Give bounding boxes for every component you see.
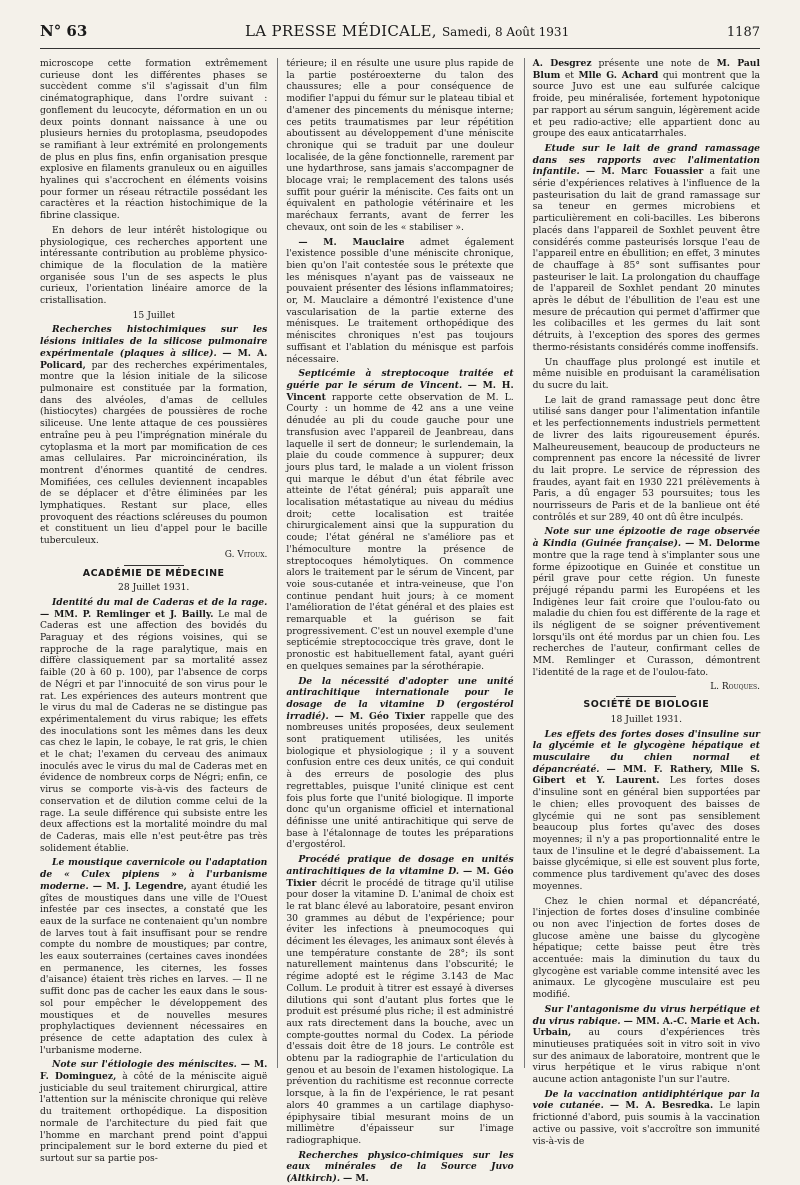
article-entry bbox=[533, 1004, 760, 1086]
paragraph: En dehors de leur intérêt histologique ou physiologique, ces recherches apportent une intéressante contribution au problème physico-chimique de la floculation de la matière organisée sous l'un de ses aspects le plus curieux, l'orientation linéaire amorce de la cristallisation. bbox=[40, 224, 268, 307]
article-entry bbox=[286, 1150, 513, 1185]
article-text: rappelle que des nombreuses unités proposées, deux seulement sont pratiquement utilisées, les unités biologique et physiologique ; il y a souvent confusion entre ces deux unités, ce qui conduit à des erreurs de posologie des plus regrettables, puisque l'unité clinique est cent fois plus forte que l'unité biologique. Il importe donc qu'un organisme officiel et international définisse une unité antirachitique qui serve de base à l'étalonnage de toutes les préparations d'ergostérol. bbox=[286, 710, 514, 851]
article-author: — M. Géo Tixier bbox=[286, 865, 514, 889]
column-3 bbox=[524, 58, 761, 1147]
article-entry bbox=[286, 676, 513, 852]
article-title: Recherches physico-chimiques sur les eaux minérales de la Source Juvo (Altkirch). bbox=[286, 1149, 514, 1185]
journal-title bbox=[245, 22, 569, 40]
article-title: Le moustique cavernicole ou l'adaptation de « Culex pipiens » à l'urbanisme moderne. bbox=[40, 857, 268, 892]
article-text: à côté de la méniscite aiguë justiciable du seul traitement chirurgical, attire l'attention sur la méniscite chronique qui relève du traitement orthopédique. La disposition normale de l'architecture du pied fait que l'homme en marchant prend point d'appui principalement sur le bord externe du pied et surtout sur sa partie pos- bbox=[40, 1071, 268, 1164]
article-columns bbox=[40, 58, 761, 1185]
article-entry bbox=[533, 58, 760, 140]
article-entry bbox=[40, 1059, 267, 1164]
paragraph: Chez le chien normal et dépancréaté, l'injection de fortes doses d'insuline combinée ou non avec l'injection de fortes doses de glucose amène une baisse du glycogène hépatique; cette baisse peut être très accentuée: mais la diminution du taux du glycogène est variable comme intensité avec les animaux. Le glycogène musculaire est peu modifié. bbox=[532, 895, 760, 1001]
session-date: 18 Juillet 1931. bbox=[610, 713, 683, 725]
article-title: De la nécessité d'adopter une unité antirachitique internationale pour le dosage de la vitamine D (ergostérol irradié). bbox=[286, 675, 514, 722]
article-text: ayant étudié les gîtes de moustiques dans une ville de l'Ouest infestée par ces insectes, a constaté que les eaux de la surface ne contenaient qu'un nombre de larves tout à fait insuffisant pour se rendre compte du nombre de moustiques; par contre, les eaux souterraines (certaines caves inondées en permanence, les citernes, les fosses d'aisance) étaient très riches en larves. — Il ne suffit donc pas de cacher les eaux dans le sous-sol pour empêcher le développement des moustiques et de nouvelles mesures prophylactiques deviennent nécessaires en présence de cette adaptation des culex à l'urbanisme moderne. bbox=[40, 880, 268, 1056]
paragraph: Le lait de grand ramassage peut donc être utilisé sans danger pour l'alimentation infantile et les perfectionnements industriels permettent de livrer des laits rigoureusement épurés. Malheureusement, beaucoup de producteurs ne comprennent pas encore la nécessité de livrer du lait propre. Le service de répression des fraudes, ayant fait en 1930 221 prélèvements à Paris, a dû engager 53 poursuites; tous les nourrisseurs de Paris et de la banlieue ont été contrôlés et sur 289, 40 ont dû être inculpés. bbox=[532, 394, 760, 523]
article-author: — MM. A.-C. Marie et Ach. Urbain, bbox=[532, 1015, 760, 1039]
article-author: A. Desgrez bbox=[532, 58, 592, 69]
article-author: — M. Géo Tixier bbox=[334, 710, 425, 722]
article-text: a fait une série d'expériences relatives à l'influence de la pasteurisation du lait de grand ramassage sur sa teneur en germes microbiens et particulièrement en coli-bacilles. Les biberons placés dans l'appareil de Soxhlet peuvent être considérés comme pasteurisés lorsque l'eau de l'appareil entre en ébullition; en effet, 3 minutes de chauffage à 85° sont suffisantes pour pasteuriser le lait. La prolongation du chauffage de l'appareil de Soxhlet pendant 20 minutes après le début de l'ébullition de l'eau est une mesure de précaution qui permet d'affirmer que les colibacilles et les germes du lait sont détruits, à l'exception des spores des germes thermo-résistants considérés comme inoffensifs. bbox=[532, 166, 761, 353]
article-author: Mlle G. Achard bbox=[578, 69, 659, 81]
signature: G. Vitoux. bbox=[224, 549, 268, 560]
article-entry bbox=[286, 368, 513, 672]
article-author: — M. Mauclaire bbox=[298, 236, 405, 248]
article-entry bbox=[533, 729, 760, 893]
article-text: Les fortes doses d'insuline sont en général bien supportées par le chien; elles provoquent des baisses de glycémie qui ne sont pas sensiblement beaucoup plus fortes qu'avec des doses moyennes; il n'y a pas proportionnalité entre le taux de l'insuline et le degré d'abaissement. La baisse glycémique, si elle est souvent plus forte, commence plus tardivement qu'avec des doses moyennes. bbox=[532, 775, 760, 892]
article-entry bbox=[286, 237, 513, 366]
article-text: qui montrent que la source Juvo est une eau sulfurée calcique froide, peu minéralisée, fortement hypotonique par rapport au sérum sanguin, légèrement acide et peu radio-active; elle appartient donc au groupe des eaux anticatarrhales. bbox=[532, 69, 760, 140]
article-author: — M. Delorme bbox=[685, 538, 760, 550]
article-text: par des recherches expérimentales, montre que la lésion initiale de la silicose pulmonaire est constituée par la formation, dans des alvéoles, d'amas de cellules (histiocytes) chargées de poussières de roche siliceuse. Une lente attaque de ces poussières entraîne peu à peu l'imprégnation minérale du cytoplasma et la mort par momification de ces amas cellulaires. Par microincinération, ils montrent d'énormes quantité de cendres. Momifiées, ces cellules deviennent incapables de se déplacer et d'être éliminées par les lymphatiques. Restant sur place, elles provoquent des réactions scléreuses du poumon et constituent un lieu d'appel pour le bacille tuberculeux. bbox=[40, 359, 268, 547]
article-title: Recherches histochimiques sur les lésions initiales de la silicose pulmonaire expérimentale (plaques à silice). bbox=[40, 324, 268, 359]
article-title: Note sur l'étiologie des méniscites. bbox=[52, 1059, 237, 1071]
article-title: Procédé pratique de dosage en unités antirachitiques de la vitamine D. bbox=[286, 854, 514, 877]
article-text: admet également l'existence possible d'une méniscite chronique, bien qu'on l'ait contestée sous le prétexte que les ménisques n'ayant pas de vaisseaux ne pouvaient présenter des lésions inflammatoires; or, M. Mauclaire a démontré l'existence d'une vascularisation de la partie externe des ménisques. Le traitement orthopédique des méniscites chroniques n'est pas toujours suffisant et l'ablation du ménisque est parfois nécessaire. bbox=[286, 236, 514, 365]
signature: L. Rouques. bbox=[710, 681, 760, 692]
session-date: 28 Juillet 1931. bbox=[117, 582, 190, 594]
article-entry bbox=[40, 597, 267, 854]
divider bbox=[616, 696, 676, 697]
issue-date: Samedi, 8 Août 1931 bbox=[441, 25, 570, 39]
article-title: De la vaccination antidiphtérique par la voie cutanée. bbox=[532, 1088, 760, 1112]
article-title: Sur l'antagonisme du virus herpétique et du virus rabique. bbox=[532, 1003, 760, 1027]
column-2 bbox=[277, 58, 514, 1185]
article-text: présente une note de bbox=[598, 58, 710, 69]
article-author: — M. H. Vincent bbox=[286, 379, 514, 403]
divider bbox=[124, 565, 184, 566]
article-author: — MM. P. Remlinger et J. Bailly. bbox=[40, 608, 214, 620]
article-author: — MM. F. Rathery, Mlle S. Gibert et Y. Laurent. bbox=[532, 763, 760, 787]
column-1 bbox=[40, 58, 268, 1164]
article-title: Identité du mal de Caderas et de la rage. bbox=[52, 596, 268, 608]
article-text: rapporte cette observation de M. L. Courty : un homme de 42 ans a une veine dénudée au pli du coude gauche pour une transfusion avec l'appareil de Jeanbreau, dans laquelle il sert de donneur; le surlendemain, la plaie du coude commence à suppurer; deux jours plus tard, le malade a un violent frisson qui marque le début d'un état fébrile avec atteinte de l'état général; puis apparaît une localisation métastatique au niveau du médius droit; cette localisation est traitée chirurgicalement ainsi que la suppuration du coude; l'état général ne s'améliore pas et l'hémoculture montre la présence de streptocoques hémolytiques. On commence alors le traitement par le sérum de Vincent, par voie sous-cutanée et intra-veineuse, que l'on continue pendant huit jours; à ce moment l'amélioration de l'état général et des plaies est remarquable et la guérison se fait progressivement. C'est un nouvel exemple d'une septicémie streptococcique très grave, dont le pronostic est habituellement fatal, ayant guéri en quelques semaines par la sérothérapie. bbox=[286, 391, 514, 672]
article-author: — M. A. Besredka. bbox=[609, 1100, 714, 1112]
paragraph: térieure; il en résulte une usure plus rapide de la partie postéroexterne du talon des chaussures; elle a pour conséquence de modifier l'appui du fémur sur le plateau tibial et d'amener des pincements du ménisque interne; ces petits traumatismes par leur répétition aboutissent au développement d'une méniscite chronique qui se traduit par une douleur localisée, de la gêne fonctionnelle, rarement par une hydarthrose, sans jamais s'accompagner de blocage vrai; le remplacement des talons usés suffit pour guérir la méniscite. Ces faits ont un équivalent en pathologie vétérinaire et les maréchaux ferrants, avant de ferrer les chevaux, ont soin de les « stabiliser ». bbox=[286, 58, 514, 233]
article-title: Note sur une épizootie de rage observée à Kindia (Guinée française). bbox=[532, 526, 760, 550]
article-entry bbox=[40, 857, 267, 1056]
article-text: décrit le procédé de titrage qu'il utilise pour doser la vitamine D. L'animal de choix est le rat blanc élevé au laboratoire, pesant environ 30 grammes au début de l'expérience; pour éviter les infections à pneumocoques qui déciment les élevages, les animaux sont élevés à une température constante de 28°; ils sont naturellement maintenus dans l'obscurité; le régime adopté est le régime 3.143 de Mac Collum. Le produit à titrer est essayé à diverses dilutions qui sont d'autant plus fortes que le produit est présumé plus riche; il est administré aux rats directement dans la bouche, avec un compte-gouttes normal du Codex. La période d'essais doit être de 18 jours. Le contrôle est obtenu par la radiographie de l'articulation du genou et au besoin de l'examen histologique. La prévention du rachitisme est reconnue correcte lorsque, à la fin de l'expérience, le rat pesant alors 40 grammes a un cartilage diaphyso-épiphysaire tibial mesurant moins de un millimètre d'épaisseur sur l'image radiographique. bbox=[286, 877, 514, 1146]
section-heading: SOCIÉTÉ DE BIOLOGIE bbox=[583, 699, 710, 711]
article-text: Le mal de Caderas est une affection des bovidés du Paraguay et des régions voisines, qui se rapproche de la rage paralytique, mais en diffère classiquement par sa mortalité assez faible (20 à 60 p. 100), par l'absence de corps de Négri et par l'innocuité de son virus pour le rat. Les expériences des auteurs montrent que le virus du mal de Caderas ne se distingue pas expérimentalement du virus rabique; les effets des inoculations sont les mêmes dans les deux cas chez le lapin, le cobaye, le rat gris, le chien et le chat; l'examen du cerveau des animaux inoculés avec le virus du mal de Caderas met en évidence de nombreux corps de Négri; enfin, ce virus se comporte vis-à-vis des facteurs de conservation et de dilution comme celui de la rage. La seule différence qui subsiste entre les deux affections est la mortalité moindre du mal de Caderas, mais elle n'est peut-être pas très solidement établie. bbox=[40, 608, 268, 854]
article-author: — M. bbox=[342, 1173, 369, 1185]
journal-name: LA PRESSE MÉDICALE, bbox=[245, 22, 437, 40]
session-date: 15 Juillet bbox=[132, 309, 175, 321]
article-entry bbox=[286, 854, 513, 1147]
article-author: M. Paul Blum bbox=[532, 58, 760, 81]
article-entry bbox=[533, 1089, 760, 1148]
article-entry bbox=[40, 324, 267, 546]
article-title: Les effets des fortes doses d'insuline sur la glycémie et le glycogène hépatique et musculaire du chien normal et dépancréaté. bbox=[532, 728, 760, 775]
page-header bbox=[40, 22, 760, 49]
article-entry bbox=[533, 143, 760, 354]
section-heading: ACADÉMIE DE MÉDECINE bbox=[82, 567, 225, 579]
article-title: Septicémie à streptocoque traitée et guérie par le sérum de Vincent. bbox=[286, 368, 514, 391]
article-entry bbox=[533, 526, 760, 678]
article-author: — M. J. Legendre, bbox=[92, 880, 187, 892]
article-text: Le lapin frictionné d'abord, puis soumis à la vaccination active ou passive, voit s'accroître son immunité vis-à-vis de bbox=[532, 1100, 761, 1147]
issue-number: N° 63 bbox=[40, 22, 88, 40]
article-text: au cours d'expériences très minutieuses pratiquées soit in vitro soit in vivo sur des animaux de laboratoire, montrent que le virus herpétique et le virus rabique n'ont aucune action antagoniste l'un sur l'autre. bbox=[532, 1027, 760, 1086]
article-author: — M. Marc Fouassier bbox=[585, 166, 704, 178]
article-text: et bbox=[564, 69, 574, 81]
article-text: montre que la rage tend à s'implanter sous une forme épizootique en Guinée et constitue un péril grave pour cette région. Un funeste préjugé répandu parmi les Européens et les Indigènes leur fait croire que l'oulou-fato ou maladie du chien fou est différente de la rage et ils négligent de se soigner préventivement lorsqu'ils ont été mordus par un chien fou. Les recherches de l'auteur, confirmant celles de MM. Remlinger et Curasson, démontrent l'identité de la rage et de l'oulou-fato. bbox=[532, 549, 760, 678]
paragraph: microscope cette formation extrêmement curieuse dont les différentes phases se succèdent comme s'il s'agissait d'un film cinématographique, dans l'ordre suivant : gonflement du leucocyte, déformation en un ou deux points donnant naissance à une ou plusieurs hernies du protoplasma, pseudopodes se ramifiant à leur extrémité en prolongements de plus en plus fins, enfin organisation presque explosive en filaments granuleux ou en aiguilles hyalines qui s'accrochent en éléments voisins pour former un réseau rétractile possédant les caractères et la réaction histochimique de la fibrine classique. bbox=[40, 58, 268, 222]
page-number: 1187 bbox=[726, 25, 760, 40]
paragraph: Un chauffage plus prolongé est inutile et même nuisible en produisant la caramélisation du sucre du lait. bbox=[532, 356, 760, 391]
article-author: — M. F. Dominguez, bbox=[40, 1059, 268, 1083]
article-author: — M. A. Policard, bbox=[40, 347, 268, 371]
article-title: Etude sur le lait de grand ramassage dans ses rapports avec l'alimentation infantile. bbox=[532, 142, 760, 178]
